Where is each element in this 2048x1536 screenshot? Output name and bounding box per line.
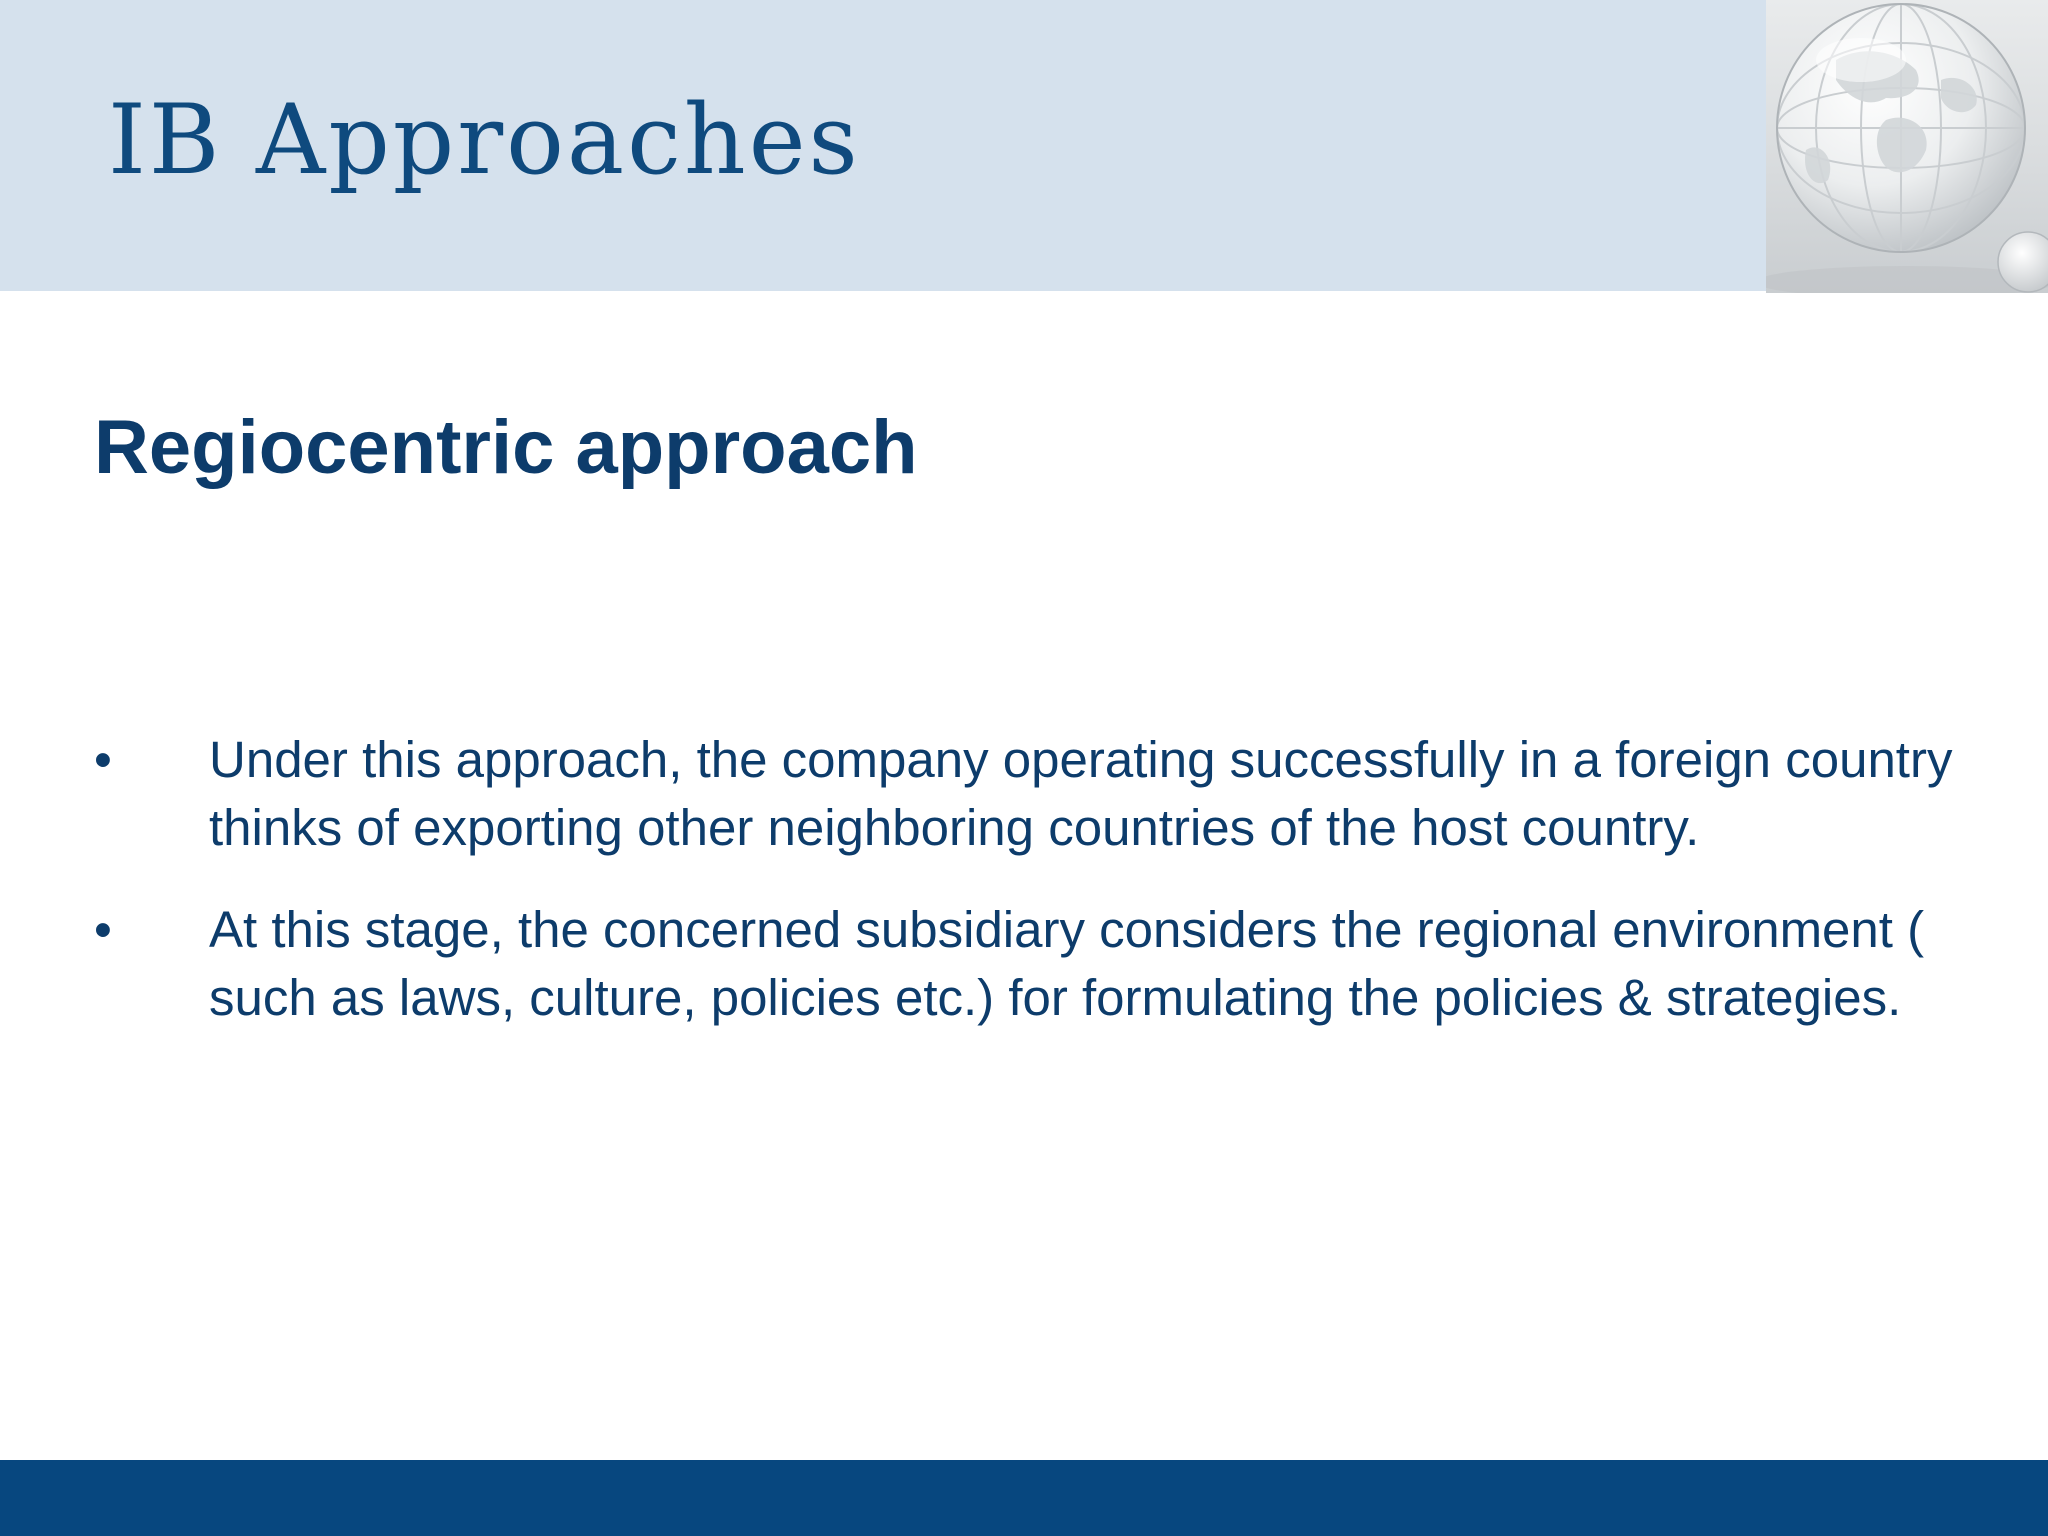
footer-band — [0, 1460, 2048, 1536]
slide-title: IB Approaches — [108, 84, 861, 196]
bullet-item — [94, 726, 1964, 862]
bullet-marker: • — [94, 901, 112, 958]
bullet-item — [94, 896, 1964, 1032]
globe-panel — [1766, 0, 2048, 293]
globe-icon — [1766, 0, 2048, 293]
bullet-marker: • — [94, 731, 112, 788]
section-heading: Regiocentric approach — [94, 405, 918, 490]
bullet-text: At this stage, the concerned subsidiary considers the regional environment ( such as laws, culture, policies etc.) for formulating the policies & strategies. — [209, 901, 1925, 1026]
bullet-text: Under this approach, the company operating successfully in a foreign country thinks of exporting other neighboring countries of the host country. — [209, 731, 1953, 856]
bullet-list — [94, 726, 1964, 1066]
